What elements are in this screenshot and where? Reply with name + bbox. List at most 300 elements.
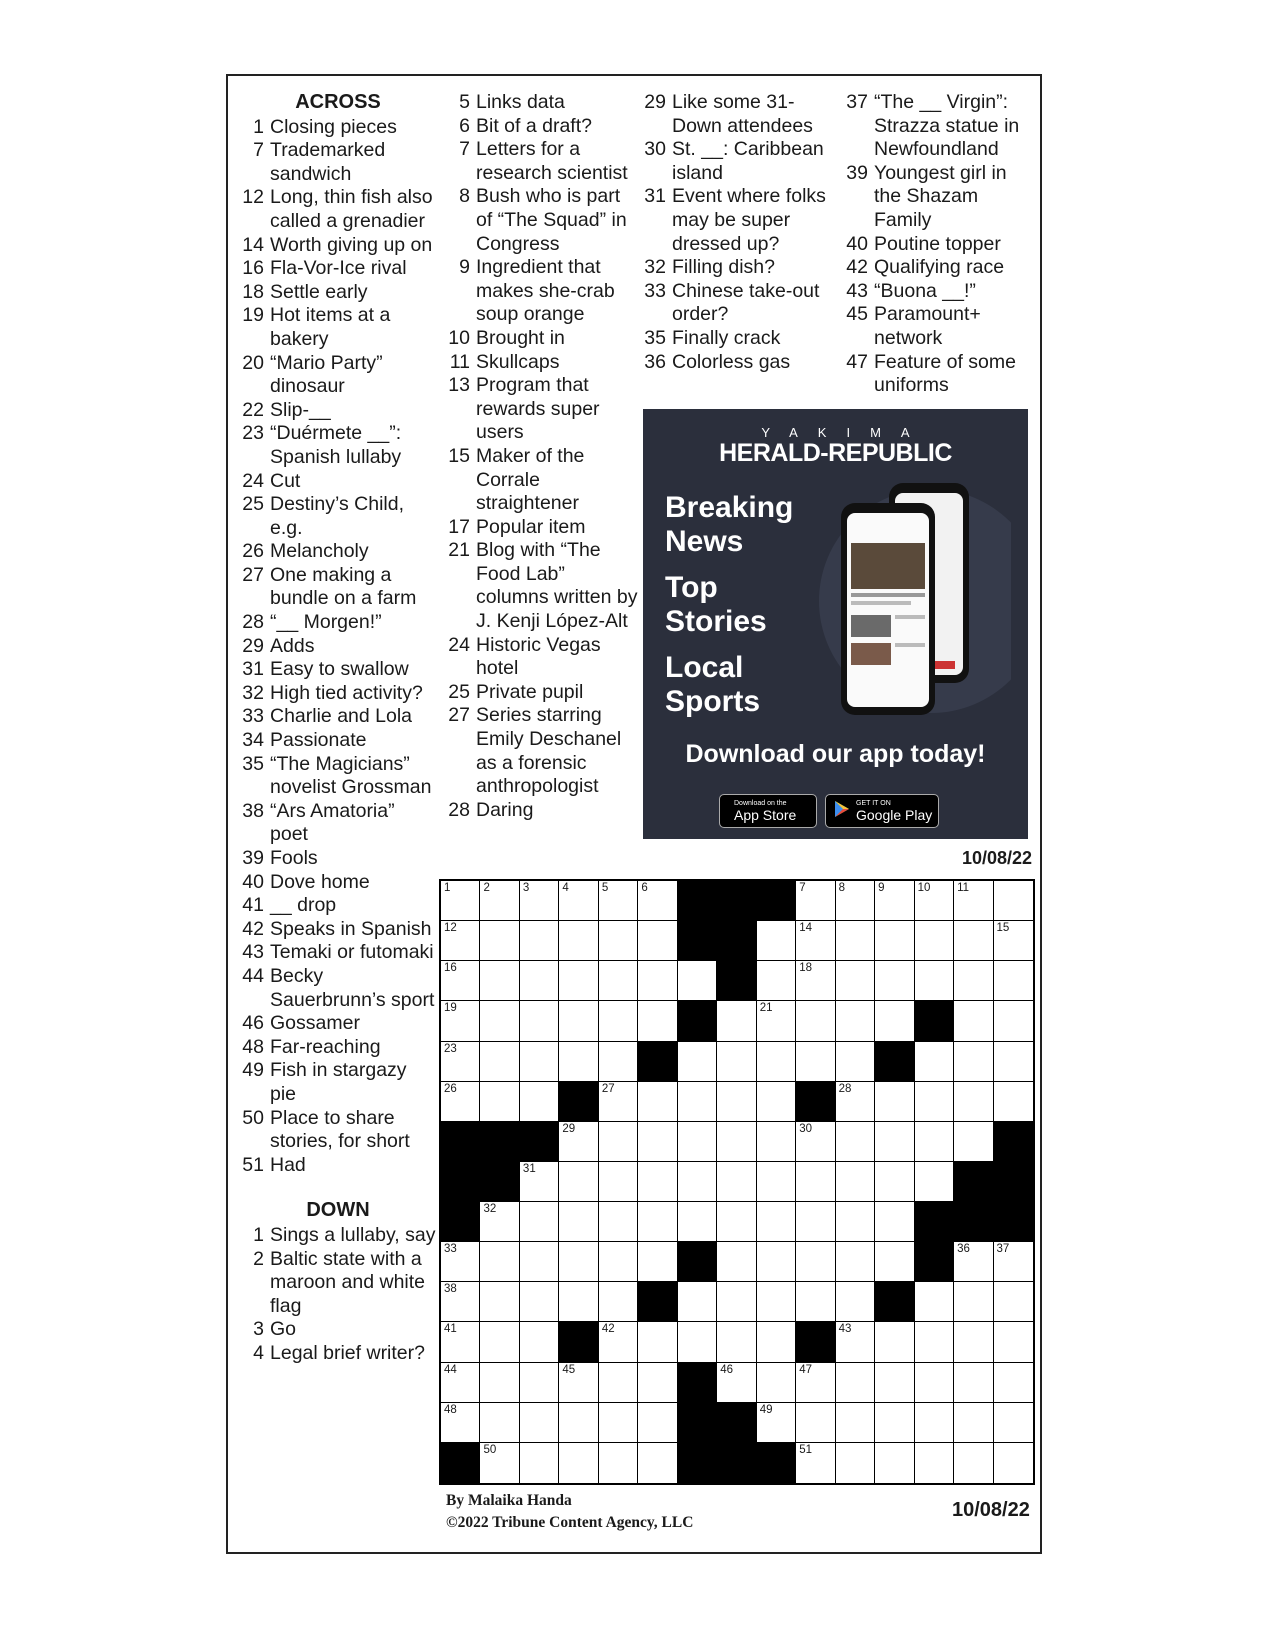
grid-cell[interactable] [757, 1403, 796, 1443]
grid-cell[interactable] [836, 1042, 875, 1082]
grid-cell[interactable] [638, 1122, 677, 1162]
grid-cell[interactable] [441, 1322, 480, 1362]
grid-cell[interactable] [875, 881, 914, 921]
grid-cell[interactable] [875, 1322, 914, 1362]
across-clue-44[interactable] [240, 965, 436, 1012]
grid-cell[interactable] [836, 1082, 875, 1122]
grid-cell[interactable] [638, 1443, 677, 1483]
grid-cell[interactable] [954, 1282, 993, 1322]
clue-text: Finally crack [672, 326, 781, 349]
grid-cell[interactable] [559, 881, 598, 921]
grid-cell[interactable] [441, 1001, 480, 1041]
grid-cell[interactable] [520, 1282, 559, 1322]
ad-line-breaking: Breaking [665, 491, 794, 524]
grid-cell[interactable] [717, 1042, 756, 1082]
cell-number: 6 [641, 882, 648, 894]
clue-number: 38 [242, 799, 264, 822]
clue-text: “__ Morgen!” [270, 611, 382, 634]
grid-cell[interactable] [638, 961, 677, 1001]
clue-text: Series starring Emily Deschanel as a forensic anthropologist [476, 704, 622, 798]
grid-cell[interactable] [638, 1082, 677, 1122]
grid-cell[interactable] [757, 1202, 796, 1242]
grid-cell[interactable] [599, 1322, 638, 1362]
date-bottom: 10/08/22 [952, 1499, 1030, 1521]
grid-cell[interactable] [717, 1282, 756, 1322]
grid-cell[interactable] [441, 1042, 480, 1082]
grid-cell[interactable] [599, 1242, 638, 1282]
clue-number: 24 [448, 633, 470, 656]
grid-cell[interactable] [441, 1282, 480, 1322]
cell-number: 1 [444, 882, 451, 894]
grid-cell[interactable] [954, 1322, 993, 1362]
clue-text: Qualifying race [874, 256, 1005, 279]
down-clue-11[interactable] [448, 351, 638, 375]
grid-cell[interactable] [954, 881, 993, 921]
across-clue-23[interactable] [240, 422, 436, 469]
grid-cell[interactable] [796, 1282, 835, 1322]
across-clue-50[interactable] [240, 1107, 436, 1154]
grid-cell[interactable] [757, 921, 796, 961]
across-clue-38[interactable] [240, 800, 436, 847]
grid-cell[interactable] [480, 1202, 519, 1242]
clue-text: Brought in [476, 326, 565, 349]
grid-cell[interactable] [915, 921, 954, 961]
clue-text: Historic Vegas hotel [476, 633, 601, 680]
grid-block [441, 1122, 480, 1162]
grid-cell[interactable] [994, 1443, 1033, 1483]
grid-cell[interactable] [717, 1122, 756, 1162]
grid-cell[interactable] [559, 1202, 598, 1242]
across-clue-16[interactable] [240, 257, 436, 281]
down-clue-40[interactable] [846, 233, 1034, 257]
grid-cell[interactable] [520, 1242, 559, 1282]
down-clue-6[interactable] [448, 115, 638, 139]
down-clue-27[interactable] [448, 704, 638, 798]
across-clue-19[interactable] [240, 304, 436, 351]
down-clue-21[interactable] [448, 539, 638, 633]
across-clue-7[interactable] [240, 139, 436, 186]
grid-cell[interactable] [441, 961, 480, 1001]
grid-block [559, 1082, 598, 1122]
cell-number: 27 [601, 1082, 615, 1095]
grid-cell[interactable] [796, 1202, 835, 1242]
grid-cell[interactable] [559, 1443, 598, 1483]
grid-cell[interactable] [480, 1242, 519, 1282]
grid-cell[interactable] [559, 961, 598, 1001]
across-clue-29[interactable] [240, 635, 436, 659]
down-clue-35[interactable] [644, 327, 834, 351]
grid-cell[interactable] [480, 1082, 519, 1122]
grid-cell[interactable] [638, 881, 677, 921]
grid-cell[interactable] [638, 1001, 677, 1041]
clue-number: 13 [448, 374, 470, 397]
grid-cell[interactable] [796, 1162, 835, 1202]
grid-cell[interactable] [480, 1363, 519, 1403]
grid-cell[interactable] [796, 921, 835, 961]
grid-cell[interactable] [480, 1443, 519, 1483]
down-clue-42[interactable] [846, 256, 1034, 280]
across-clue-25[interactable] [240, 493, 436, 540]
grid-cell[interactable] [954, 1001, 993, 1041]
grid-cell[interactable] [678, 1162, 717, 1202]
grid-cell[interactable] [994, 921, 1033, 961]
grid-cell[interactable] [757, 1162, 796, 1202]
grid-cell[interactable] [836, 881, 875, 921]
clue-number: 37 [846, 91, 868, 113]
down-clue-7[interactable] [448, 138, 638, 185]
across-clue-49[interactable] [240, 1059, 436, 1106]
google-play-button[interactable] [825, 794, 939, 828]
grid-cell[interactable] [559, 1403, 598, 1443]
grid-cell[interactable] [954, 921, 993, 961]
grid-cell[interactable] [796, 961, 835, 1001]
grid-cell[interactable] [757, 961, 796, 1001]
grid-cell[interactable] [875, 1403, 914, 1443]
grid-cell[interactable] [954, 1242, 993, 1282]
grid-cell[interactable] [875, 961, 914, 1001]
grid-cell[interactable] [994, 1001, 1033, 1041]
grid-cell[interactable] [757, 1082, 796, 1122]
grid-cell[interactable] [875, 1122, 914, 1162]
grid-cell[interactable] [599, 1443, 638, 1483]
grid-cell[interactable] [994, 1282, 1033, 1322]
clue-number: 39 [846, 161, 868, 184]
across-clue-43[interactable] [240, 941, 436, 965]
down-clue-43[interactable] [846, 280, 1034, 304]
across-clue-28[interactable] [240, 611, 436, 635]
grid-cell[interactable] [994, 881, 1033, 921]
grid-cell[interactable] [638, 1363, 677, 1403]
grid-cell[interactable] [480, 1322, 519, 1362]
grid-cell[interactable] [796, 1403, 835, 1443]
grid-cell[interactable] [836, 1162, 875, 1202]
across-clue-27[interactable] [240, 564, 436, 611]
grid-cell[interactable] [559, 1042, 598, 1082]
down-clue-29[interactable] [644, 91, 834, 138]
crossword-grid[interactable] [439, 879, 1035, 1485]
grid-cell[interactable] [520, 1363, 559, 1403]
clue-text: “The Magicians” novelist Grossman [270, 752, 432, 799]
clue-text: Filling dish? [672, 256, 775, 279]
grid-cell[interactable] [915, 881, 954, 921]
across-clue-40[interactable] [240, 871, 436, 895]
down-clue-25[interactable] [448, 681, 638, 705]
grid-cell[interactable] [915, 961, 954, 1001]
grid-cell[interactable] [520, 881, 559, 921]
grid-cell[interactable] [757, 1322, 796, 1362]
grid-cell[interactable] [915, 1363, 954, 1403]
across-clue-41[interactable] [240, 894, 436, 918]
grid-cell[interactable] [994, 1042, 1033, 1082]
grid-cell[interactable] [520, 1322, 559, 1362]
grid-cell[interactable] [836, 1322, 875, 1362]
grid-cell[interactable] [520, 1403, 559, 1443]
clue-text: Like some 31-Down attendees [672, 91, 813, 137]
clue-text: One making a bundle on a farm [270, 563, 417, 610]
clue-text: Becky Sauerbrunn’s sport [270, 964, 435, 1011]
grid-cell[interactable] [441, 1363, 480, 1403]
across-clue-32[interactable] [240, 682, 436, 706]
grid-cell[interactable] [875, 1443, 914, 1483]
grid-cell[interactable] [599, 1202, 638, 1242]
grid-cell[interactable] [559, 1122, 598, 1162]
grid-cell[interactable] [836, 1443, 875, 1483]
across-clue-31[interactable] [240, 658, 436, 682]
down-clue-9[interactable] [448, 256, 638, 327]
grid-cell[interactable] [480, 921, 519, 961]
grid-cell[interactable] [717, 1363, 756, 1403]
across-clue-18[interactable] [240, 281, 436, 305]
grid-cell[interactable] [520, 1162, 559, 1202]
down-clue-1[interactable] [240, 1224, 436, 1248]
grid-cell[interactable] [836, 1242, 875, 1282]
clue-number: 29 [242, 634, 264, 657]
down-clue-10[interactable] [448, 327, 638, 351]
grid-cell[interactable] [599, 881, 638, 921]
down-clue-8[interactable] [448, 185, 638, 256]
down-clue-45[interactable] [846, 303, 1034, 350]
grid-cell[interactable] [599, 1162, 638, 1202]
grid-cell[interactable] [599, 921, 638, 961]
grid-cell[interactable] [915, 1122, 954, 1162]
across-clue-24[interactable] [240, 470, 436, 494]
across-clue-20[interactable] [240, 352, 436, 399]
grid-cell[interactable] [915, 1322, 954, 1362]
grid-cell[interactable] [678, 1322, 717, 1362]
grid-cell[interactable] [441, 1403, 480, 1443]
down-clue-28[interactable] [448, 799, 638, 823]
app-advertisement[interactable] [643, 409, 1028, 839]
grid-cell[interactable] [954, 1363, 993, 1403]
across-clue-12[interactable] [240, 186, 436, 233]
grid-cell[interactable] [638, 1202, 677, 1242]
grid-cell[interactable] [915, 1162, 954, 1202]
grid-cell[interactable] [757, 1282, 796, 1322]
grid-cell[interactable] [599, 1082, 638, 1122]
grid-cell[interactable] [954, 961, 993, 1001]
grid-cell[interactable] [875, 1202, 914, 1242]
down-clue-47[interactable] [846, 351, 1034, 398]
grid-cell[interactable] [559, 921, 598, 961]
grid-cell[interactable] [717, 1242, 756, 1282]
grid-cell[interactable] [757, 1122, 796, 1162]
clue-text: __ drop [270, 894, 337, 917]
grid-cell[interactable] [559, 1282, 598, 1322]
grid-cell[interactable] [520, 1001, 559, 1041]
down-clue-30[interactable] [644, 138, 834, 185]
across-clue-1[interactable] [240, 116, 436, 140]
grid-cell[interactable] [875, 1363, 914, 1403]
down-clue-15[interactable] [448, 445, 638, 516]
grid-cell[interactable] [480, 1403, 519, 1443]
across-clue-22[interactable] [240, 399, 436, 423]
grid-cell[interactable] [796, 881, 835, 921]
down-clue-13[interactable] [448, 374, 638, 445]
clue-text: Event where folks may be super dressed up? [672, 185, 826, 255]
grid-cell[interactable] [915, 1443, 954, 1483]
grid-cell[interactable] [796, 1242, 835, 1282]
grid-cell[interactable] [638, 1403, 677, 1443]
across-clue-51[interactable] [240, 1154, 436, 1178]
down-clue-24[interactable] [448, 634, 638, 681]
grid-cell[interactable] [480, 1282, 519, 1322]
cell-number: 28 [838, 1082, 852, 1095]
down-clue-4[interactable] [240, 1342, 436, 1366]
grid-cell[interactable] [559, 1001, 598, 1041]
grid-cell[interactable] [836, 921, 875, 961]
grid-cell[interactable] [678, 1202, 717, 1242]
grid-cell[interactable] [678, 1282, 717, 1322]
grid-cell[interactable] [954, 1122, 993, 1162]
grid-cell[interactable] [520, 1082, 559, 1122]
grid-cell[interactable] [480, 1042, 519, 1082]
grid-cell[interactable] [678, 961, 717, 1001]
across-clue-34[interactable] [240, 729, 436, 753]
grid-cell[interactable] [994, 1082, 1033, 1122]
across-clue-42[interactable] [240, 918, 436, 942]
across-clue-14[interactable] [240, 234, 436, 258]
grid-cell[interactable] [520, 1042, 559, 1082]
grid-cell[interactable] [441, 921, 480, 961]
grid-cell[interactable] [915, 1282, 954, 1322]
grid-cell[interactable] [796, 1042, 835, 1082]
grid-cell[interactable] [994, 1322, 1033, 1362]
down-clue-32[interactable] [644, 256, 834, 280]
grid-cell[interactable] [994, 1363, 1033, 1403]
clue-number: 48 [242, 1035, 264, 1058]
down-clue-36[interactable] [644, 351, 834, 375]
across-clue-39[interactable] [240, 847, 436, 871]
down-clue-31[interactable] [644, 185, 834, 256]
grid-cell[interactable] [954, 1403, 993, 1443]
clue-text: Trademarked sandwich [270, 139, 386, 185]
cell-number: 48 [444, 1403, 457, 1416]
cell-number: 2 [483, 882, 490, 894]
grid-cell[interactable] [599, 1042, 638, 1082]
down-clue-3[interactable] [240, 1318, 436, 1342]
grid-cell[interactable] [994, 1403, 1033, 1443]
clue-number: 28 [448, 798, 470, 821]
cell-number: 10 [917, 882, 931, 894]
grid-cell[interactable] [638, 1322, 677, 1362]
grid-cell[interactable] [836, 1403, 875, 1443]
grid-cell[interactable] [954, 1082, 993, 1122]
grid-cell[interactable] [717, 1202, 756, 1242]
app-store-button[interactable] [719, 794, 817, 828]
grid-cell[interactable] [875, 1001, 914, 1041]
grid-cell[interactable] [954, 1443, 993, 1483]
grid-cell[interactable] [757, 1042, 796, 1082]
grid-cell[interactable] [796, 1443, 835, 1483]
grid-cell[interactable] [915, 1082, 954, 1122]
grid-cell[interactable] [441, 1242, 480, 1282]
grid-cell[interactable] [954, 1042, 993, 1082]
grid-cell[interactable] [599, 1403, 638, 1443]
grid-cell[interactable] [599, 1282, 638, 1322]
grid-cell[interactable] [717, 1162, 756, 1202]
clue-number: 20 [242, 351, 264, 374]
grid-cell[interactable] [994, 1242, 1033, 1282]
grid-cell[interactable] [480, 961, 519, 1001]
grid-cell[interactable] [520, 1202, 559, 1242]
across-clue-48[interactable] [240, 1036, 436, 1060]
grid-cell[interactable] [638, 1162, 677, 1202]
across-clue-33[interactable] [240, 705, 436, 729]
grid-cell[interactable] [559, 1162, 598, 1202]
grid-cell[interactable] [875, 1082, 914, 1122]
down-clue-33[interactable] [644, 280, 834, 327]
grid-cell[interactable] [638, 921, 677, 961]
grid-cell[interactable] [836, 1363, 875, 1403]
across-clue-46[interactable] [240, 1012, 436, 1036]
grid-cell[interactable] [757, 1001, 796, 1041]
grid-cell[interactable] [520, 1443, 559, 1483]
grid-cell[interactable] [520, 961, 559, 1001]
clue-text: Destiny’s Child, e.g. [270, 493, 405, 539]
grid-cell[interactable] [796, 1001, 835, 1041]
clue-text: Settle early [270, 280, 368, 303]
grid-cell[interactable] [796, 1122, 835, 1162]
grid-cell[interactable] [757, 1363, 796, 1403]
grid-cell[interactable] [717, 1082, 756, 1122]
grid-cell[interactable] [678, 1122, 717, 1162]
down-clue-5[interactable] [448, 91, 638, 115]
down-clue-17[interactable] [448, 516, 638, 540]
grid-cell[interactable] [875, 1242, 914, 1282]
grid-cell[interactable] [757, 1242, 796, 1282]
clue-text: “Ars Amatoria” poet [270, 799, 395, 846]
across-clue-26[interactable] [240, 540, 436, 564]
grid-cell[interactable] [915, 1042, 954, 1082]
clue-number: 40 [242, 870, 264, 893]
grid-cell[interactable] [480, 1001, 519, 1041]
cell-number: 45 [562, 1363, 576, 1376]
grid-cell[interactable] [520, 921, 559, 961]
grid-cell[interactable] [717, 1322, 756, 1362]
grid-cell[interactable] [994, 961, 1033, 1001]
grid-cell[interactable] [599, 961, 638, 1001]
grid-cell[interactable] [717, 1001, 756, 1041]
grid-cell[interactable] [836, 1282, 875, 1322]
grid-cell[interactable] [599, 1363, 638, 1403]
grid-cell[interactable] [480, 881, 519, 921]
grid-cell[interactable] [678, 1042, 717, 1082]
grid-cell[interactable] [441, 881, 480, 921]
grid-cell[interactable] [559, 1363, 598, 1403]
grid-cell[interactable] [559, 1242, 598, 1282]
grid-cell[interactable] [599, 1001, 638, 1041]
grid-cell[interactable] [836, 1001, 875, 1041]
grid-block [678, 1363, 717, 1403]
grid-cell[interactable] [875, 1162, 914, 1202]
grid-cell[interactable] [836, 1122, 875, 1162]
grid-cell[interactable] [678, 1082, 717, 1122]
clue-column-3 [644, 91, 834, 374]
grid-cell[interactable] [836, 961, 875, 1001]
down-clue-2[interactable] [240, 1248, 436, 1319]
grid-cell[interactable] [599, 1122, 638, 1162]
grid-cell[interactable] [836, 1202, 875, 1242]
grid-cell[interactable] [796, 1363, 835, 1403]
down-clue-37[interactable] [846, 91, 1034, 162]
across-clue-35[interactable] [240, 753, 436, 800]
grid-cell[interactable] [638, 1242, 677, 1282]
down-clue-39[interactable] [846, 162, 1034, 233]
grid-cell[interactable] [441, 1082, 480, 1122]
grid-block [441, 1443, 480, 1483]
grid-cell[interactable] [875, 921, 914, 961]
grid-cell[interactable] [915, 1403, 954, 1443]
